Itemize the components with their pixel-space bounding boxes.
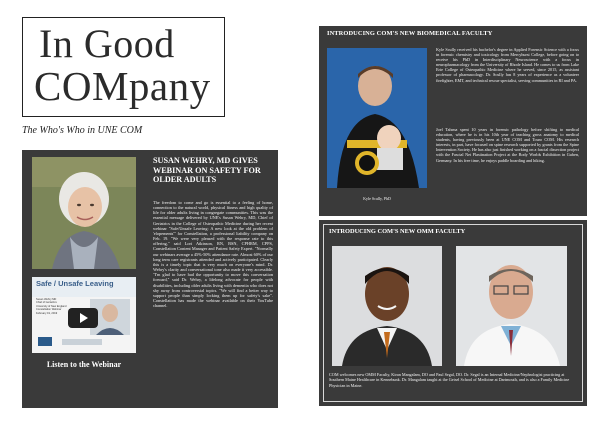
masthead-logo	[22, 17, 225, 117]
omm-faculty-panel	[319, 220, 587, 406]
masthead-subtitle: The Who's Who in UNE COM	[22, 125, 143, 136]
video-title: Safe / Unsafe Leaving	[36, 279, 114, 288]
video-caption: Susan Wehry MD Chief of Geriatrics University of New England Constellation Webinar February 19, 2019	[36, 298, 67, 315]
biomedical-header: INTRODUCING COM'S NEW BIOMEDICAL FACULTY	[327, 30, 493, 37]
play-button[interactable]	[68, 308, 98, 328]
wehry-headline: SUSAN WEHRY, MD GIVES WEBINAR ON SAFETY FOR OLDER ADULTS	[153, 156, 261, 185]
biomedical-faculty-panel	[319, 26, 587, 216]
scully-photo	[327, 48, 427, 188]
mangalam-photo	[332, 246, 442, 366]
wehry-photo	[32, 157, 136, 269]
scully-bio: Kyle Scully received his bachelor's degree in Applied Forensic Science with a focus in forensic chemistry and toxicology from Mercyhurst College, before going on to receive his PhD in Interdisciplinary Neuroscience with a focus in neuropharmacology from the University of Rhode Island. He comes to us from Lake Erie College of Osteopathic Medicine where he served, since 2015, as assistant professor of pharmacology. Dr. Scully has 8 years of experience as a volunteer firefighter, EMT, and technical rescue specialist, serving communities in RI and PA.	[436, 47, 579, 83]
omm-body: COM welcomes new OMM Faculty, Kiran Mangalam, DO and Paul Segal, DO. Dr. Segal is an Internal Medicine/Nephrologist practicing at Southern Maine Healthcare in Kennebunk. Dr. Mangalam taught at the Geisel School of Medicine at Dartmouth, and is also a Family Medicine Physician in Maine.	[329, 372, 570, 388]
talsma-bio: Joel Talsma spent 10 years in forensic pathology before shifting to medical education, where he is in his 10th year of teaching gross anatomy to medical students, having previously been at UNE COM and Touro COM. His research interests, in part, have focused on spine research supported by grants from the Spine Intervention Society. He has also just finished working on a fascial dissection project with the Fascial Net Plastination Project at the Body Worlds Exhibition in Guben, Germany. In his free time, he enjoys paddle boarding and hiking.	[436, 127, 579, 163]
play-icon	[68, 308, 98, 328]
masthead-title-line1: In Good	[39, 21, 175, 66]
omm-inner-frame	[323, 224, 583, 402]
scully-caption: Kyle Scully, PhD	[363, 196, 391, 201]
listen-webinar-link[interactable]: Listen to the Webinar	[46, 360, 122, 369]
omm-header: INTRODUCING COM'S NEW OMM FACULTY	[329, 228, 466, 235]
masthead-title-line2: COMpany	[34, 63, 211, 109]
wehry-article-panel	[22, 150, 278, 408]
segal-photo	[456, 246, 567, 366]
wehry-body: The freedom to come and go is essential to a feeling of home, connection to the natural world, physical fitness and high quality of life for older adults living in congregate communities. This was the essential message delivered by UNE's Susan Wehry, MD, Chief of Geriatrics in the College of Osteopathic Medicine during her recent webinar "Safe/Unsafe Leaving: A new look at the old problem of 'elopements'" for Constellation, a professional liability company on Feb. 19. "We were very pleased with the response rate to this offering," said Lori Atkinson, RN, BSN, CPHRM, CPPS, Constellation Content Manager and Patient Safety Expert. "Normally our webinars average a 45%-50% attendance rate. Almost 60% of our long term care registrants attended and actively participated. Clearly this is a timely topic that is very much on everyone's mind. Dr. Wehry's clarity and conversational tone also made it very accessible. "I'm glad to have had the opportunity to move this conversation forward," said Dr. Wehry, a lifelong advocate for people with disabilities, including older adults living with dementia who does not shy away from controversial topics. "We will find a better way to support people than simply locking them up for safety's sake". Constellation has made the webinar available on their YouTube channel.	[153, 200, 273, 309]
